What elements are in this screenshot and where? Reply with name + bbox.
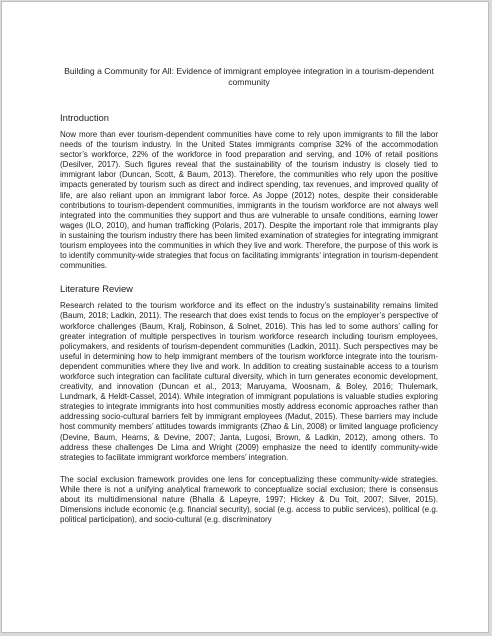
section-heading-introduction: Introduction xyxy=(60,112,109,123)
document-title: Building a Community for All: Evidence of immigrant employee integration in a tourism-dependent community xyxy=(64,66,434,87)
paragraph: Research related to the tourism workforce and its effect on the industry’s sustainability remains limited (Baum, 2018; Ladkin, 2011). The research that does exist tends to focus on the employer’s perspective of workforce challenges (Baum, Kralj, Robinson, & Solnet, 2016). This has led to some authors’ calling for greater integration of multiple perspectives in tourism workforce research including tourism employees, policymakers, and residents of tourism-dependent communities (Ladkin, 2011). Such perspectives may be useful in determining how to help immigrant members of the tourism workforce integrate into the tourism-dependent communities where they live and work. In addition to creating sustainable access to a tourism workforce such integration can facilitate cultural diversity, which in turn generates economic development, creativity, and innovation (Duncan et al., 2013; Maruyama, Woosnam, & Boley, 2016; Thulemark, Lundmark, & Heldt-Cassel, 2014). While integration of immigrant populations is valuable studies exploring strategies to integrate immigrants into host communities mostly address economic approaches rather than addressing socio-cultural barriers felt by immigrant employees (Madut, 2015). These barriers may include host community members’ attitudes towards immigrants (Zhao & Lin, 2008) or limited language proficiency (Devine, Baum, Hearns, & Devine, 2007; Janta, Lugosi, Brown, & Ladkin, 2012), among others. To address these challenges De Lima and Wright (2009) emphasize the need to identify community-wide strategies to facilitate immigrant workforce members’ integration. xyxy=(60,301,438,462)
document-body xyxy=(60,66,438,525)
document-page xyxy=(1,1,489,633)
paragraph: Now more than ever tourism-dependent communities have come to rely upon immigrants to fill the labor needs of the tourism industry. In the United States immigrants comprise 32% of the accommodation sector’s workforce, 22% of the workforce in food preparation and serving, and 10% of retail positions (Desilver, 2017). Such figures reveal that the sustainability of the tourism industry is closely tied to immigrant labor (Duncan, Scott, & Baum, 2013). Therefore, the communities who rely upon the positive impacts generated by tourism such as direct and indirect spending, tax revenues, and improved quality of life, are also reliant upon an immigrant labor force. As Joppe (2012) notes, despite their considerable contributions to tourism-dependent communities, immigrants in the tourism workforce are not always well integrated into the communities they support and thus are vulnerable to unsafe conditions, earning lower wages (ILO, 2010), and human trafficking (Polaris, 2017). Despite the important role that immigrants play in sustaining the tourism industry there has been limited examination of strategies for integrating immigrant tourism employees into the communities in which they live and work. Therefore, the purpose of this work is to identify community-wide strategies that focus on facilitating immigrants’ integration in tourism-dependent communities. xyxy=(60,130,438,271)
paragraph: The social exclusion framework provides one lens for conceptualizing these community-wide strategies. While there is not a unifying analytical framework to conceptualize social exclusion; there is consensus about its multidimensional nature (Bhalla & Lapeyre, 1997; Hickey & Du Toit, 2007; Silver, 2015). Dimensions include economic (e.g. financial security), social (e.g. access to public services), political (e.g. political participation), and socio-cultural (e.g. discriminatory xyxy=(60,474,438,525)
section-heading-literature-review: Literature Review xyxy=(60,283,133,295)
